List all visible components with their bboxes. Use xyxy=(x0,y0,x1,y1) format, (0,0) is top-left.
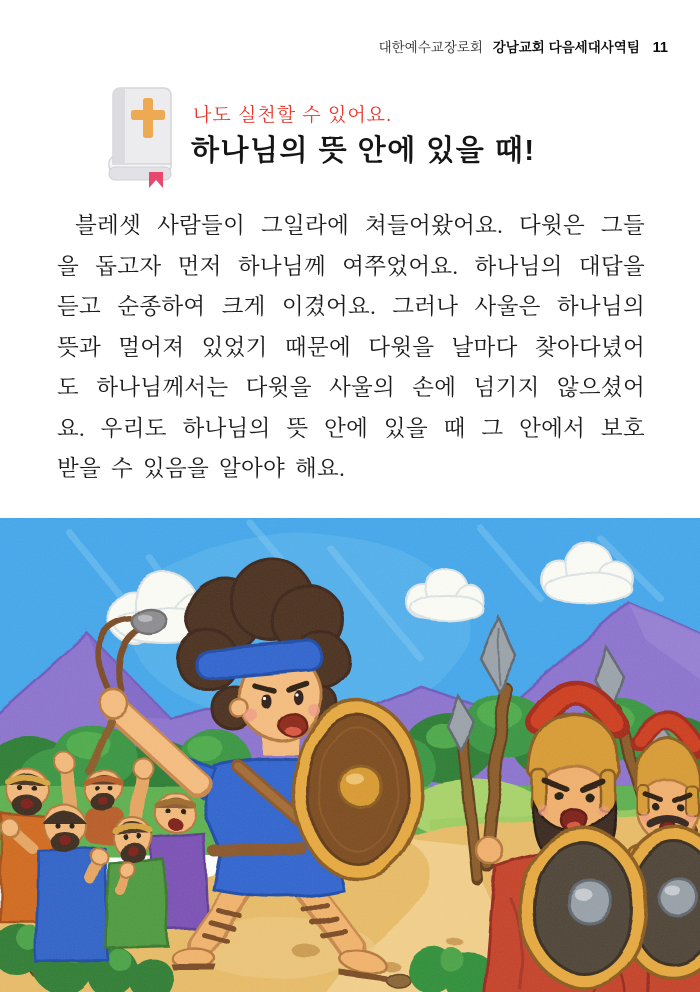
page-number: 11 xyxy=(652,40,668,56)
body-line: 도 하나님께서는 다윗을 사울의 손에 넘기지 않으셨어 xyxy=(57,375,645,400)
bookmark-ribbon xyxy=(149,172,163,188)
story-illustration xyxy=(0,518,700,992)
bible-book-icon xyxy=(103,86,181,188)
publisher-name: 대한예수교장로회 xyxy=(378,40,483,55)
lesson-body-paragraph xyxy=(57,206,645,490)
body-line: 듣고 순종하여 크게 이겼어요. 그러나 사울은 하나님의 xyxy=(57,294,645,319)
body-line: 을 돕고자 먼저 하나님께 여쭈었어요. 하나님의 대답을 xyxy=(57,253,645,279)
body-line: 뜻과 멀어져 있었기 때문에 다윗을 날마다 찾아다녔어 xyxy=(57,334,645,360)
body-line: 블레셋 사람들이 그일라에 쳐들어왔어요. 다윗은 그들 xyxy=(75,213,645,238)
body-line: 요. 우리도 하나님의 뜻 안에 있을 때 그 안에서 보호 xyxy=(57,415,645,441)
lesson-title: 하나님의 뜻 안에 있을 때! xyxy=(191,135,536,167)
body-line: 받을 수 있음을 알아야 해요. xyxy=(57,456,346,481)
crayon-grain-dark xyxy=(0,518,700,992)
story-illustration-svg xyxy=(0,518,700,992)
organization-name: 강남교회 다음세대사역팀 xyxy=(492,40,640,55)
lesson-kicker: 나도 실천할 수 있어요. xyxy=(193,105,393,126)
bible-book-icon-svg xyxy=(103,86,181,188)
page-header xyxy=(379,36,668,56)
